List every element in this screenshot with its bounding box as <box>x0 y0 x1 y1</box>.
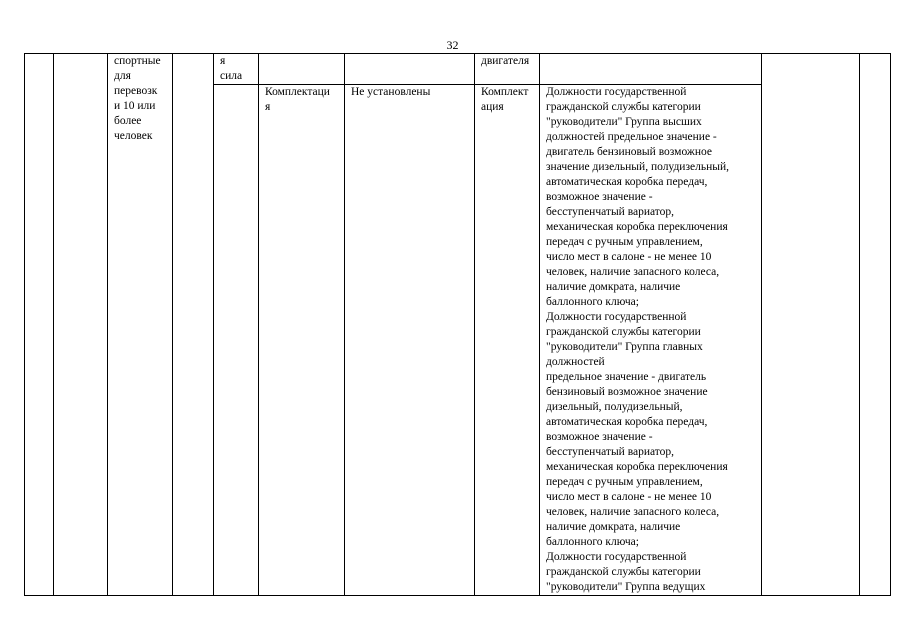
document-table <box>24 53 891 596</box>
characteristic-label-text: Комплект ация <box>481 86 529 113</box>
table-cell <box>214 85 259 596</box>
requirements-text: Должности государственной гражданской службы категории "руководители" Группа высших должностей предельное значение - двигатель бензиновый возможное значение дизельный, полудизельный, автоматическая коробка передач, возможное значение - бесступенчатый вариатор, механическая коробка переключения передач с ручным управлением, число мест в салоне - не менее 10 человек, наличие запасного колеса, наличие домкрата, наличие баллонного ключа; Должности государственной гражданской службы категории "руководители" Группа главных должностей предельное значение - двигатель бензиновый возможное значение дизельный, полудизельный, автоматическая коробка передач, возможное значение - бесступенчатый вариатор, механическая коробка переключения передач с ручным управлением, число мест в салоне - не менее 10 человек, наличие запасного колеса, наличие домкрата, наличие баллонного ключа; Должности государственной гражданской службы категории "руководители" Группа ведущих <box>546 86 730 593</box>
table-cell <box>173 54 214 596</box>
page-number: 32 <box>446 38 459 52</box>
table-cell <box>540 54 762 85</box>
table-cell <box>345 54 475 85</box>
table-cell <box>54 54 108 596</box>
table-cell <box>108 54 173 596</box>
characteristic-name-text: Комплектаци я <box>265 86 330 113</box>
table-row <box>25 54 891 85</box>
table-cell <box>475 85 540 596</box>
table-cell <box>475 54 540 85</box>
characteristic-value-text: Не установлены <box>351 86 431 98</box>
table-cell <box>25 54 54 596</box>
table-cell <box>259 85 345 596</box>
table-cell <box>214 54 259 85</box>
table-cell <box>345 85 475 596</box>
table-cell <box>540 85 762 596</box>
vehicle-type-text: спортные для перевозк и 10 или более человек <box>114 55 161 142</box>
characteristic-label-text: двигателя <box>481 55 530 67</box>
table-cell <box>762 54 860 596</box>
characteristic-name-text: я сила <box>220 55 243 82</box>
table-cell <box>259 54 345 85</box>
table-cell <box>860 54 891 596</box>
